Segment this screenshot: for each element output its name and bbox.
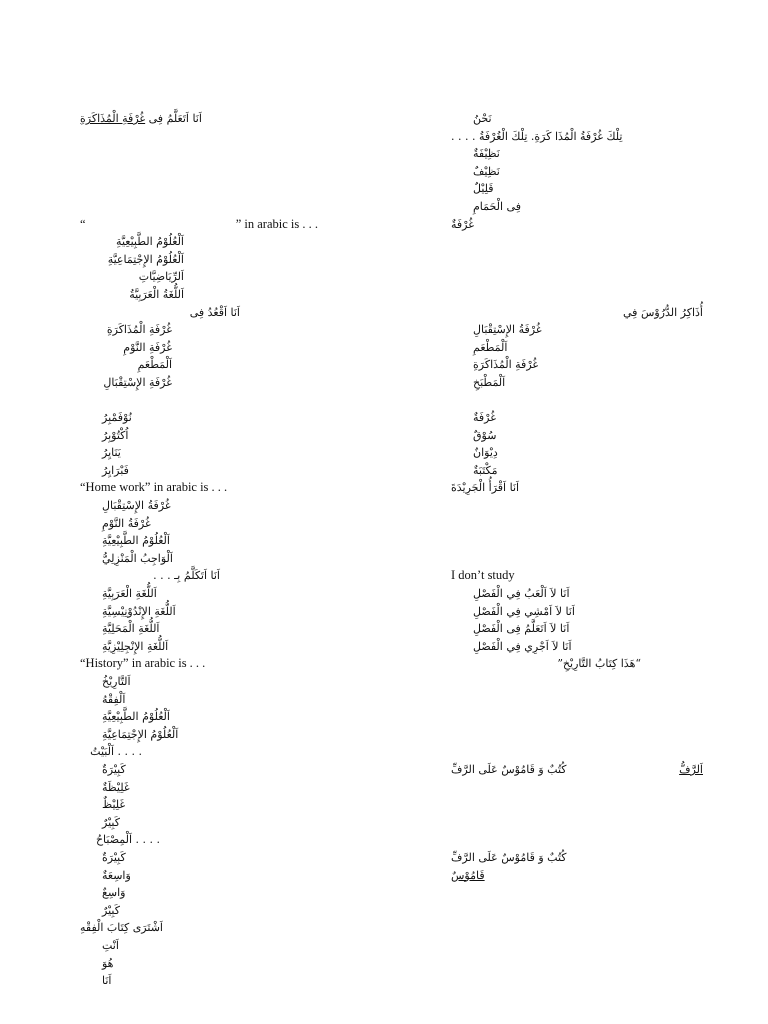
right-question-9-sub: قَامُوْسٌ (451, 868, 485, 882)
right-question-8 (451, 761, 703, 779)
option: غُرْفَةِ الْمُذَاكَرَةِ (473, 358, 539, 372)
option: غُرْفَةُ الإِسْتِقْبَالِ (102, 499, 171, 513)
spacer (451, 550, 711, 568)
option: كَبِيْرٌ (102, 815, 120, 829)
question-9: اَشْتَرَى كِتَابَ الْفِقْهِ (80, 921, 163, 935)
option: اَللُّغَةُ الْعَرَبِيَّةُ (129, 287, 184, 301)
spacer (451, 708, 711, 726)
spacer (451, 251, 711, 269)
spacer (80, 128, 330, 146)
title-underline: غُرْفَةِ الْمُذَاكَرَةِ (80, 112, 146, 125)
spacer (451, 233, 711, 251)
option: مَكْتَبَةٌ (473, 463, 498, 477)
option: كَبِيْرَةٌ (102, 850, 126, 864)
right-column (451, 110, 711, 884)
option: اَللُّغَةِ الْعَرَبِيَّةِ (102, 587, 157, 601)
option: غُرْفَةِ الإِسْتِقْبَالِ (103, 375, 172, 389)
option: يَنَايِرُ (102, 446, 121, 460)
option: غُرْفَةِ الْمُذَاكَرَةِ (106, 323, 172, 337)
option: فَبْرَايِرُ (102, 463, 129, 477)
title-prefix: اَنَا اَتَعَلَّمُ فِى (148, 112, 202, 125)
spacer (80, 180, 330, 198)
option: غُرْفَةُ النَّوْمِ (102, 516, 151, 530)
option: قَلِيْلٌ (473, 182, 494, 196)
question-5: اَنَا اَتَكَلَّمُ بِـ . . . (153, 569, 220, 583)
option: اَلْوَاجِبُ الْمَنْزِلِيُّ (102, 551, 173, 565)
question-8: . . . . اَلْمِصْبَاحُ (95, 833, 160, 847)
option: فِى الْحَمَامِ (473, 199, 521, 213)
option: هُوَ (102, 956, 114, 970)
spacer (451, 268, 711, 286)
right-question-7: “هَذَا كِتَابُ التَّارِيْخِ” (557, 657, 641, 671)
left-column (80, 110, 330, 990)
option: دِيْوَانٌ (473, 446, 498, 460)
left-title (80, 110, 330, 128)
spacer (451, 831, 711, 849)
option: اَلْعُلُوْمُ الطَّبِيْعِيَّةِ (102, 710, 170, 724)
spacer (451, 392, 711, 410)
option: اَنَا لاَ اَتَعَلَّمُ فِى الْفَصْلِ (473, 622, 570, 636)
spacer (451, 796, 711, 814)
spacer (80, 145, 330, 163)
option: اَلْعُلُوْمُ الطَّبِيْعِيَّةِ (102, 534, 170, 548)
option: اَللُّغَةِ الْمَحَلِيَّةِ (102, 622, 160, 636)
option: نُوْفَمْبِرُ (102, 411, 132, 425)
spacer (451, 779, 711, 797)
right-question-8-text: كُتُبٌ وَ قَامُوْسٌ عَلَى الرَّفِّ (451, 762, 567, 776)
option: غُرْفَةِ النَّوْمِ (123, 340, 172, 354)
option: اَلرِّيَاضِيَّاتِ (138, 270, 184, 284)
option: غَلِيْظٌ (102, 798, 126, 812)
option: اَنْتِ (102, 938, 119, 952)
option: اَلْعُلُوْمُ الطَّبِيْعِيَّةِ (116, 235, 184, 249)
spacer (451, 814, 711, 832)
option: اَلْفِقْهُ (102, 692, 126, 706)
spacer (451, 691, 711, 709)
option: وَاسِعَةٌ (102, 868, 131, 882)
right-line-2: تِلْكَ غُرْفَةُ الْمُذَا كَرَةِ. تِلْكَ الْغُرْفَةُ . . . . (451, 129, 623, 143)
right-line-1: نَحْنُ (473, 112, 492, 125)
option: اَلْعُلُوْمُ الإِجْتِمَاعِيَّةِ (102, 727, 179, 741)
option: اُكْتُوْبِرُ (102, 428, 129, 442)
spacer (451, 532, 711, 550)
spacer (80, 392, 330, 410)
question-1-open-quote: “ (80, 216, 86, 231)
option: كَبِيْرَةٌ (102, 762, 126, 776)
option: اَللُّغَةِ الإِنْدُوْنِيْسِيَّةِ (102, 604, 176, 618)
option: اَنَا لاَ اَجْرِي فِي الْفَصْلِ (473, 639, 572, 653)
option: اَلْمَطْبَخِ (473, 375, 506, 389)
spacer (451, 497, 711, 515)
option: كَبِيْرٌ (102, 903, 120, 917)
option: اَنَا (102, 974, 112, 988)
option: اَللُّغَةِ الإِنْجِلِيْزِيَّةِ (102, 639, 169, 653)
spacer (451, 515, 711, 533)
option: اَلتَّارِيْخُ (102, 675, 131, 688)
right-question-8-word: اَلرَّفُّ (679, 762, 703, 776)
question-6: “History” in arabic is . . . (80, 656, 206, 671)
question-4: “Home work” in arabic is . . . (80, 480, 228, 495)
right-question-5: اَنَا اَقْرَأُ الْجَرِيْدَةَ (451, 481, 520, 495)
spacer (80, 198, 330, 216)
option: اَلْمَطْعَمِ (137, 358, 172, 372)
question-2: اَنَا اَقْعُدُ فِى (189, 305, 240, 319)
option: وَاسِعٌ (102, 886, 126, 900)
spacer (451, 743, 711, 761)
option: نَظِيْفَةٌ (473, 147, 500, 161)
right-question-3: أُذَاكِرُ الدُّرُوْسَ فِي (623, 305, 703, 319)
option: غُرْفَةُ الإِسْتِقْبَالِ (473, 323, 542, 337)
option: غُرْفَةٌ (451, 217, 474, 231)
option: نَظِيْفٌ (473, 164, 500, 178)
option: سُوْقٌ (473, 428, 497, 442)
right-question-6: I don’t study (451, 568, 515, 583)
spacer (451, 726, 711, 744)
option: اَنَا لاَ اَمْشِي فِي الْفَصْلِ (473, 604, 575, 618)
option: اَلْعُلُوْمُ الإِجْتِمَاعِيَّةِ (107, 252, 184, 266)
spacer (451, 286, 711, 304)
question-1 (80, 216, 318, 234)
question-7: . . . . اَلْبَيْتُ (90, 745, 142, 759)
spacer (80, 163, 330, 181)
question-1-text: ” in arabic is . . . (235, 216, 318, 231)
option: اَنَا لاَ اَلْعَبُ فِي الْفَصْلِ (473, 587, 570, 601)
right-question-9: كُتُبٌ وَ قَامُوْسٌ عَلَى الرَّفِّ (451, 850, 567, 864)
option: اَلْمَطْعَمِ (473, 340, 508, 354)
option: غَلِيْظَةٌ (102, 780, 130, 794)
option: غُرْفَةٌ (473, 411, 496, 425)
spacer (451, 673, 711, 691)
